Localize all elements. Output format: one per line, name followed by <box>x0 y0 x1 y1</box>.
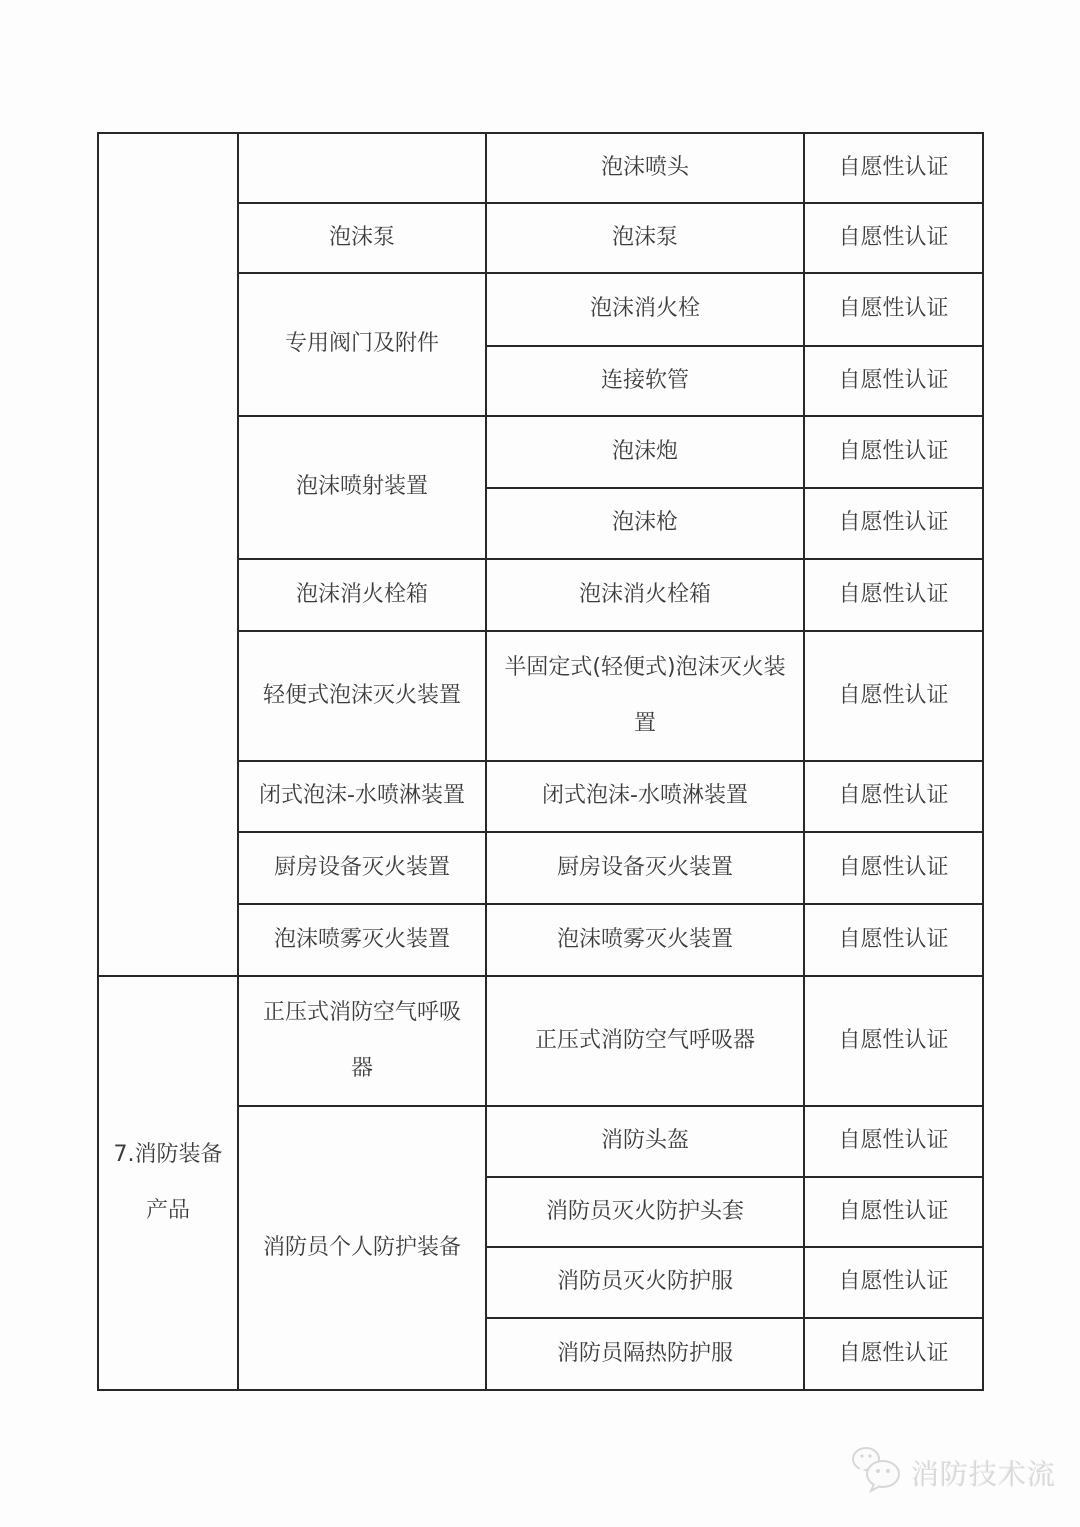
product-cell: 半固定式(轻便式)泡沫灭火装置 <box>486 631 804 761</box>
certification-cell: 自愿性认证 <box>804 133 983 203</box>
product-cell: 消防员灭火防护头套 <box>486 1177 804 1247</box>
watermark <box>850 1444 1056 1501</box>
subcategory-cell: 泡沫喷雾灭火装置 <box>238 904 486 976</box>
subcategory-cell: 闭式泡沫-水喷淋装置 <box>238 761 486 832</box>
wechat-icon <box>850 1444 904 1501</box>
certification-cell: 自愿性认证 <box>804 203 983 273</box>
certification-cell: 自愿性认证 <box>804 1106 983 1177</box>
table-row <box>98 133 983 203</box>
product-cell: 泡沫喷雾灭火装置 <box>486 904 804 976</box>
subcategory-cell: 正压式消防空气呼吸器 <box>238 976 486 1106</box>
table-row <box>98 976 983 1106</box>
subcategory-cell: 专用阀门及附件 <box>238 273 486 416</box>
product-cell: 泡沫炮 <box>486 416 804 488</box>
subcategory-cell <box>238 133 486 203</box>
certification-cell: 自愿性认证 <box>804 1177 983 1247</box>
certification-cell: 自愿性认证 <box>804 273 983 346</box>
watermark-label: 消防技术流 <box>911 1457 1057 1491</box>
certification-cell: 自愿性认证 <box>804 904 983 976</box>
product-cell: 闭式泡沫-水喷淋装置 <box>486 761 804 832</box>
product-cell: 消防员灭火防护服 <box>486 1247 804 1318</box>
certification-cell: 自愿性认证 <box>804 559 983 631</box>
product-cell: 泡沫消火栓箱 <box>486 559 804 631</box>
certification-cell: 自愿性认证 <box>804 631 983 761</box>
certification-cell: 自愿性认证 <box>804 761 983 832</box>
certification-cell: 自愿性认证 <box>804 488 983 559</box>
subcategory-cell: 泡沫消火栓箱 <box>238 559 486 631</box>
subcategory-cell: 厨房设备灭火装置 <box>238 832 486 904</box>
category-cell <box>98 133 238 976</box>
product-cell: 泡沫喷头 <box>486 133 804 203</box>
product-cell: 连接软管 <box>486 346 804 416</box>
subcategory-cell: 消防员个人防护装备 <box>238 1106 486 1390</box>
fire-product-certification-table <box>97 132 984 1391</box>
subcategory-cell: 泡沫泵 <box>238 203 486 273</box>
certification-cell: 自愿性认证 <box>804 832 983 904</box>
certification-cell: 自愿性认证 <box>804 416 983 488</box>
category-cell: 7.消防装备 产品 <box>98 976 238 1390</box>
product-cell: 消防头盔 <box>486 1106 804 1177</box>
certification-cell: 自愿性认证 <box>804 976 983 1106</box>
subcategory-cell: 轻便式泡沫灭火装置 <box>238 631 486 761</box>
certification-cell: 自愿性认证 <box>804 1318 983 1390</box>
product-cell: 泡沫泵 <box>486 203 804 273</box>
product-cell: 厨房设备灭火装置 <box>486 832 804 904</box>
product-cell: 泡沫枪 <box>486 488 804 559</box>
certification-cell: 自愿性认证 <box>804 1247 983 1318</box>
product-cell: 正压式消防空气呼吸器 <box>486 976 804 1106</box>
certification-cell: 自愿性认证 <box>804 346 983 416</box>
product-cell: 消防员隔热防护服 <box>486 1318 804 1390</box>
product-cell: 泡沫消火栓 <box>486 273 804 346</box>
subcategory-cell: 泡沫喷射装置 <box>238 416 486 559</box>
